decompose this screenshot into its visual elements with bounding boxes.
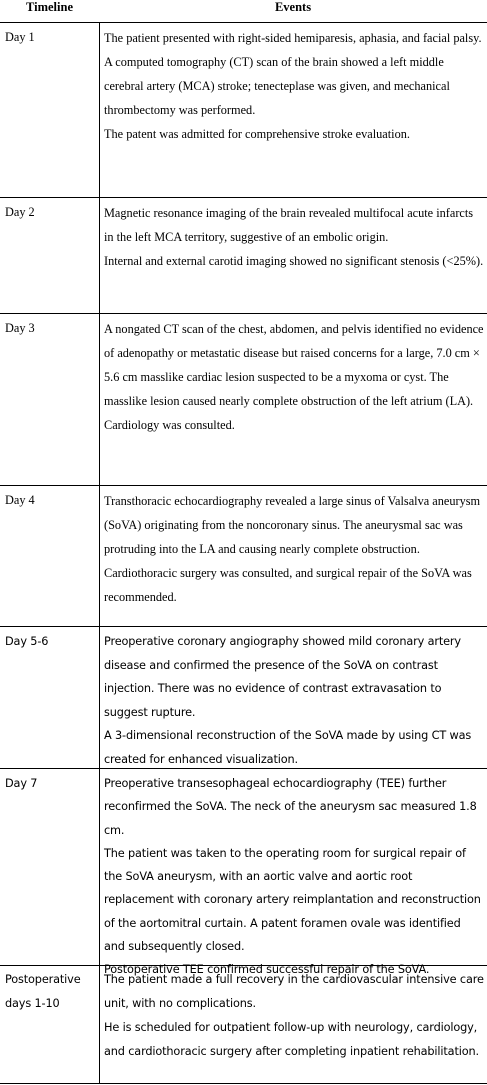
timeline-column-header: Timeline	[26, 0, 73, 14]
event-text: A nongated CT scan of the chest, abdomen, and pelvis identified no evidence of adenopathy or metastatic disease but raised concerns for a large, 7.0 cm × 5.6 cm masslike cardiac lesion suspected to be a myxoma or cyst. The masslike lesion caused nearly complete obstruction of the left atrium (LA).	[104, 322, 484, 408]
events-cell	[104, 968, 484, 1064]
event-text: The patient presented with right-sided hemiparesis, aphasia, and facial palsy.	[104, 31, 482, 45]
events-column-header: Events	[274, 0, 312, 14]
table-row	[0, 486, 487, 626]
timeline-cell: Day 5-6	[5, 635, 49, 648]
event-text: Transthoracic echocardiography revealed a large sinus of Valsalva aneurysm (SoVA) originating from the noncoronary sinus. The aneurysmal sac was protruding into the LA and causing nearly complete obstruction.	[104, 494, 481, 556]
event-text: Cardiology was consulted.	[104, 418, 235, 432]
event-text: The patent was admitted for comprehensive stroke evaluation.	[104, 127, 410, 141]
timeline-cell: Day 2	[5, 205, 35, 219]
table-row	[0, 314, 487, 485]
event-text: A computed tomography (CT) scan of the brain showed a left middle cerebral artery (MCA) stroke; tenecteplase was given, and mechanical thrombectomy was performed.	[104, 55, 450, 117]
event-text: Postoperative TEE confirmed successful repair of the SoVA.	[104, 963, 430, 977]
events-cell	[104, 489, 484, 609]
events-cell	[104, 772, 484, 982]
table-row	[0, 966, 487, 1083]
event-text: Cardiothoracic surgery was consulted, and surgical repair of the SoVA was recommended.	[104, 566, 472, 604]
timeline-cell: Postoperative days 1-10	[5, 973, 81, 1010]
event-text: Preoperative transesophageal echocardiography (TEE) further reconfirmed the SoVA. The neck of the aneurysm sac measured 1.8 cm.	[104, 777, 477, 837]
event-text: Magnetic resonance imaging of the brain revealed multifocal acute infarcts in the left MCA territory, suggestive of an embolic origin.	[104, 206, 474, 244]
table-row	[0, 769, 487, 977]
event-text: The patient was taken to the operating room for surgical repair of the SoVA aneurysm, with an aortic valve and aortic root replacement with coronary artery reimplantation and reconstruction of the aortomitral curtain. A patent foramen ovale was identified and subsequently closed.	[104, 846, 481, 954]
table-bottom-rule	[0, 1083, 487, 1084]
timeline-cell: Day 4	[5, 493, 35, 507]
table-row	[0, 23, 487, 197]
event-text: The patient made a full recovery in the cardiovascular intensive care unit, with no complications.	[104, 973, 484, 1010]
timeline-cell: Day 1	[5, 30, 35, 44]
event-text: Internal and external carotid imaging showed no significant stenosis (<25%).	[104, 254, 484, 268]
table-row	[0, 198, 487, 313]
events-cell	[104, 201, 484, 273]
events-cell	[104, 317, 484, 437]
timeline-cell: Day 7	[5, 777, 38, 790]
event-text: Preoperative coronary angiography showed mild coronary artery disease and confirmed the presence of the SoVA on contrast injection. There was no evidence of contrast extravasation to suggest rupture.	[104, 635, 461, 719]
event-text: He is scheduled for outpatient follow-up with neurology, cardiology, and cardiothoracic surgery after completing inpatient rehabilitation.	[104, 1021, 479, 1058]
table-row	[0, 627, 487, 768]
timeline-cell: Day 3	[5, 321, 35, 335]
events-cell	[104, 26, 484, 146]
events-cell	[104, 630, 484, 771]
event-text: A 3-dimensional reconstruction of the SoVA made by using CT was created for enhanced visualization.	[104, 729, 472, 766]
